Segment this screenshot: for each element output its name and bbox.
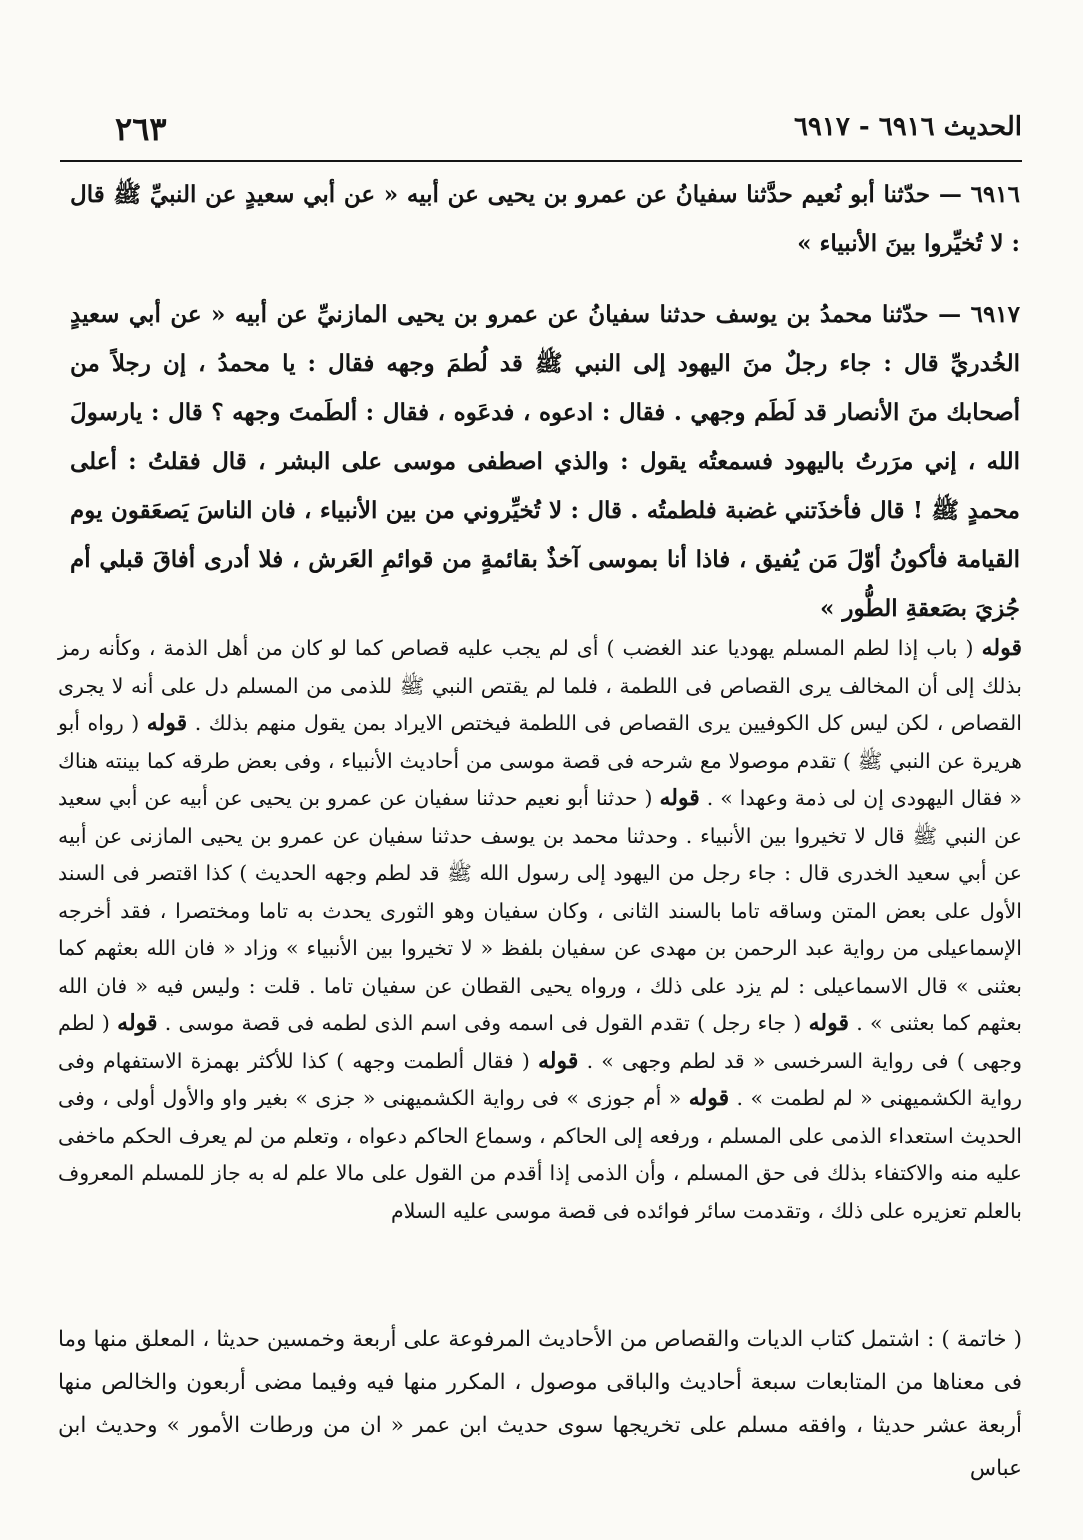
commentary-text: ( جاء رجل ) تقدم القول فى اسمه وفى اسم الذى لطمه فى قصة موسى . [164, 1011, 802, 1035]
running-title: الحديث ٦٩١٦ - ٦٩١٧ [793, 112, 1022, 142]
commentary-text: « أم جوزى » فى رواية الكشميهنى « جزى » بغير واو والأول أولى ، وفى الحديث استعداء الذمى على المسلم ، ورفعه إلى الحاكم ، وسماع الحاكم دعواه ، وتعلم من لم يعرف الحكم ماخفى عليه منه والاكتفاء بذلك فى حق المسلم ، وأن الذمى إذا أقدم من القول على مالا علم له به جاز للمسلم المعروف بالعلم تعزيره على ذلك ، وتقدمت سائر فوائده فى قصة موسى عليه السلام [58, 1086, 1023, 1223]
hadith-6917 [70, 290, 1020, 633]
qawluhu-keyword: قوله [659, 785, 700, 811]
hadith-6916 [70, 170, 1020, 268]
hadith-text: محمدُ بن يوسف حدثنا سفيانُ عن عمرو بن يحيى المازنيِّ عن أبيه « عن أبي سعيدٍ الخُدريِّ قال : جاء رجلٌ منَ اليهود إلى النبي ﷺ قد لُطمَ وجهه فقال : يا محمدُ ، إن رجلاً من أصحابك منَ الأنصار قد لَطَم وجهي . فقال : ادعوه ، فدعَوه ، فقال : ألطَمتَ وجهه ؟ قال : يارسولَ الله ، إني مرَرتُ باليهود فسمعتُه يقول : والذي اصطفى موسى على البشر ، قال فقلتُ : أعلى محمدٍ ﷺ ! قال فأخذَتني غضبة فلطمتُه . قال : لا تُخيِّروني من بين الأنبياء ، فان الناسَ يَصعَقون يوم القيامة فأكونُ أوّلَ مَن يُفيق ، فاذا أنا بموسى آخذٌ بقائمةٍ من قوائمِ العَرش ، فلا أدرى أفاقَ قبلي أم جُزيَ بصَعقةِ الطُّور » [70, 301, 1020, 622]
commentary-text: ( لطم وجهى ) فى رواية السرخسى « قد لطم وجهى » . [58, 1011, 1022, 1073]
hadith-text: أبو نُعيم حدَّثنا سفيانُ عن عمرو بن يحيى عن أبيه « عن أبي سعيدٍ عن النبيِّ ﷺ قال : لا تُخيِّروا بينَ الأنبياء » [70, 181, 1020, 257]
qawluhu-keyword: قوله [117, 1010, 158, 1036]
qawluhu-keyword: قوله [538, 1047, 579, 1074]
commentary-text: ( رواه أبو هريرة عن النبي ﷺ ) تقدم موصولا مع شرحه فى قصة موسى من أحاديث الأنبياء ، وفى بعض طرقه كما بينته هناك « فقال اليهودى إن لى ذمة وعهدا » . [58, 711, 1022, 810]
qawluhu-keyword: قوله [146, 710, 188, 736]
page-header [60, 112, 1022, 152]
commentary-text: ( فقال ألطمت وجهه ) كذا للأكثر بهمزة الاستفهام وفى رواية الكشميهنى « لم لطمت » . [58, 1048, 1022, 1110]
hadith-number: ٦٩١٦ — [938, 181, 1020, 208]
haddathana-word: حدّثنا [883, 181, 931, 208]
haddathana-word: حدّثنا [881, 301, 929, 328]
closing-note: ( خاتمة ) : اشتمل كتاب الديات والقصاص من الأحاديث المرفوعة على أربعة وخمسين حديثا ، المعلق منها وما فى معناها من المتابعات سبعة أحاديث والباقى موصول ، المكرر منها فيه وفيما مضى أربعون والخالص منها أربعة عشر حديثا ، وافقه مسلم على تخريجها سوى حديث ابن عمر « ان من ورطات الأمور » وحديث ابن عباس [58, 1327, 1022, 1481]
commentary-paragraph [58, 630, 1022, 1230]
commentary-block [58, 630, 1022, 1230]
hadith-number: ٦٩١٧ — [938, 301, 1021, 328]
qawluhu-keyword: قوله [981, 635, 1022, 661]
commentary-text: ( باب إذا لطم المسلم يهوديا عند الغضب ) أى لم يجب عليه قصاص كما لو كان من أهل الذمة ، وكأنه رمز بذلك إلى أن المخالف يرى القصاص فى اللطمة ، فلما لم يقتص النبي ﷺ للذمى من المسلم دل على أنه لا يجرى القصاص ، لكن ليس كل الكوفيين يرى القصاص فى اللطمة فيختص الايراد بمن يقول منهم بذلك . [58, 636, 1022, 735]
qawluhu-keyword: قوله [808, 1010, 849, 1036]
header-rule [60, 160, 1022, 162]
qawluhu-keyword: قوله [688, 1085, 730, 1111]
page-number: ٢٦٣ [115, 110, 167, 148]
commentary-text: ( حدثنا أبو نعيم حدثنا سفيان عن عمرو بن يحيى عن أبيه عن أبي سعيد عن النبي ﷺ قال لا تخيروا بين الأنبياء . وحدثنا محمد بن يوسف حدثنا سفيان عن عمرو بن يحيى المازنى عن أبيه عن أبي سعيد الخدرى قال : جاء رجل من اليهود إلى رسول الله ﷺ قد لطم وجهه الحديث ) كذا اقتصر فى السند الأول على بعض المتن وساقه تاما بالسند الثانى ، وكان سفيان وهو الثورى يحدث به تاما ومختصرا ، فقد أخرجه الإسماعيلى من رواية عبد الرحمن بن مهدى عن سفيان بلفظ « لا تخيروا بين الأنبياء » وزاد « فان الله بعثهم كما بعثنى » قال الاسماعيلى : لم يزد على ذلك ، ورواه يحيى القطان عن سفيان تاما . قلت : وليس فيه « فان الله بعثهم كما بعثنى » . [58, 786, 1022, 1035]
